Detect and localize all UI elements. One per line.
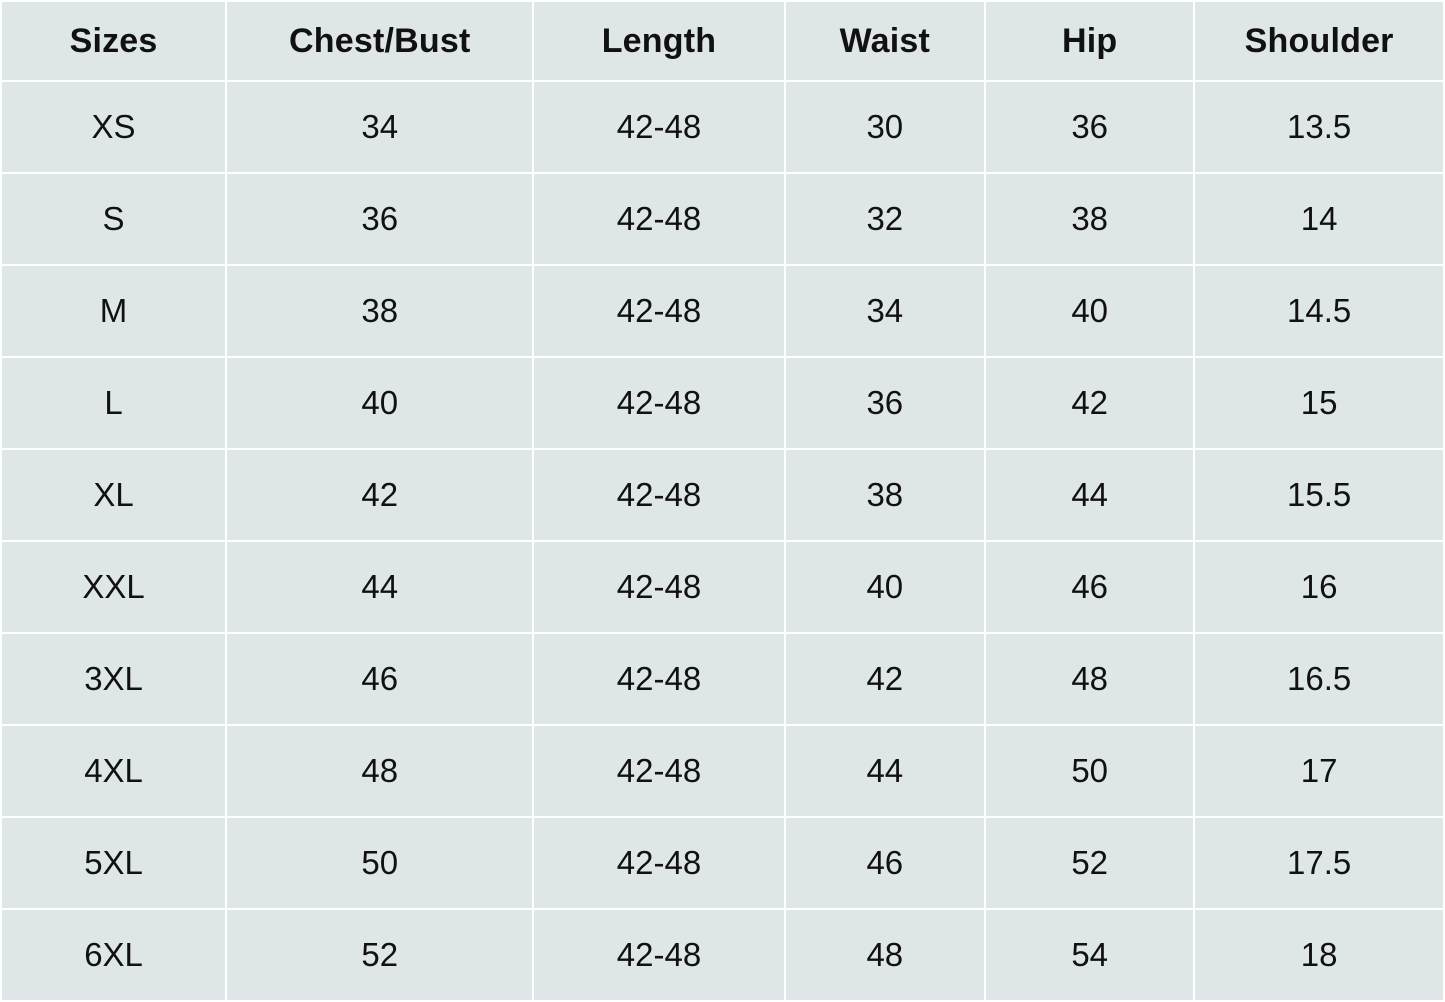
table-header bbox=[1, 1, 1444, 81]
cell-hip: 38 bbox=[985, 173, 1194, 265]
cell-chest-bust: 42 bbox=[226, 449, 533, 541]
cell-size: 6XL bbox=[1, 909, 226, 1001]
table-row bbox=[1, 449, 1444, 541]
table-body bbox=[1, 81, 1444, 1001]
cell-hip: 40 bbox=[985, 265, 1194, 357]
cell-size: M bbox=[1, 265, 226, 357]
cell-chest-bust: 34 bbox=[226, 81, 533, 173]
cell-size: XXL bbox=[1, 541, 226, 633]
cell-chest-bust: 36 bbox=[226, 173, 533, 265]
cell-chest-bust: 40 bbox=[226, 357, 533, 449]
cell-shoulder: 14 bbox=[1194, 173, 1444, 265]
cell-length: 42-48 bbox=[533, 81, 784, 173]
cell-size: 5XL bbox=[1, 817, 226, 909]
table-row bbox=[1, 817, 1444, 909]
table-row bbox=[1, 173, 1444, 265]
cell-chest-bust: 44 bbox=[226, 541, 533, 633]
cell-shoulder: 18 bbox=[1194, 909, 1444, 1001]
cell-shoulder: 16.5 bbox=[1194, 633, 1444, 725]
cell-length: 42-48 bbox=[533, 265, 784, 357]
cell-length: 42-48 bbox=[533, 449, 784, 541]
cell-size: L bbox=[1, 357, 226, 449]
cell-waist: 32 bbox=[785, 173, 986, 265]
column-header-waist: Waist bbox=[785, 1, 986, 81]
cell-waist: 44 bbox=[785, 725, 986, 817]
cell-shoulder: 15.5 bbox=[1194, 449, 1444, 541]
cell-waist: 34 bbox=[785, 265, 986, 357]
cell-shoulder: 17 bbox=[1194, 725, 1444, 817]
cell-hip: 44 bbox=[985, 449, 1194, 541]
table-row bbox=[1, 265, 1444, 357]
cell-waist: 40 bbox=[785, 541, 986, 633]
cell-shoulder: 13.5 bbox=[1194, 81, 1444, 173]
table-row bbox=[1, 909, 1444, 1001]
cell-hip: 46 bbox=[985, 541, 1194, 633]
cell-length: 42-48 bbox=[533, 909, 784, 1001]
cell-shoulder: 16 bbox=[1194, 541, 1444, 633]
cell-waist: 30 bbox=[785, 81, 986, 173]
cell-hip: 42 bbox=[985, 357, 1194, 449]
table-row bbox=[1, 357, 1444, 449]
cell-chest-bust: 46 bbox=[226, 633, 533, 725]
cell-size: 4XL bbox=[1, 725, 226, 817]
cell-chest-bust: 48 bbox=[226, 725, 533, 817]
cell-chest-bust: 50 bbox=[226, 817, 533, 909]
cell-chest-bust: 52 bbox=[226, 909, 533, 1001]
cell-waist: 38 bbox=[785, 449, 986, 541]
table-row bbox=[1, 81, 1444, 173]
column-header-shoulder: Shoulder bbox=[1194, 1, 1444, 81]
cell-waist: 48 bbox=[785, 909, 986, 1001]
column-header-hip: Hip bbox=[985, 1, 1194, 81]
table-header-row bbox=[1, 1, 1444, 81]
column-header-chest-bust: Chest/Bust bbox=[226, 1, 533, 81]
cell-length: 42-48 bbox=[533, 633, 784, 725]
cell-shoulder: 15 bbox=[1194, 357, 1444, 449]
table-row bbox=[1, 725, 1444, 817]
cell-shoulder: 17.5 bbox=[1194, 817, 1444, 909]
cell-size: XL bbox=[1, 449, 226, 541]
cell-length: 42-48 bbox=[533, 541, 784, 633]
cell-hip: 50 bbox=[985, 725, 1194, 817]
cell-size: 3XL bbox=[1, 633, 226, 725]
cell-chest-bust: 38 bbox=[226, 265, 533, 357]
cell-length: 42-48 bbox=[533, 725, 784, 817]
column-header-sizes: Sizes bbox=[1, 1, 226, 81]
table-row bbox=[1, 633, 1444, 725]
cell-hip: 54 bbox=[985, 909, 1194, 1001]
column-header-length: Length bbox=[533, 1, 784, 81]
cell-size: XS bbox=[1, 81, 226, 173]
cell-length: 42-48 bbox=[533, 357, 784, 449]
cell-hip: 52 bbox=[985, 817, 1194, 909]
cell-waist: 46 bbox=[785, 817, 986, 909]
table-row bbox=[1, 541, 1444, 633]
cell-length: 42-48 bbox=[533, 817, 784, 909]
cell-length: 42-48 bbox=[533, 173, 784, 265]
cell-size: S bbox=[1, 173, 226, 265]
cell-waist: 36 bbox=[785, 357, 986, 449]
cell-shoulder: 14.5 bbox=[1194, 265, 1444, 357]
cell-hip: 36 bbox=[985, 81, 1194, 173]
cell-hip: 48 bbox=[985, 633, 1194, 725]
cell-waist: 42 bbox=[785, 633, 986, 725]
